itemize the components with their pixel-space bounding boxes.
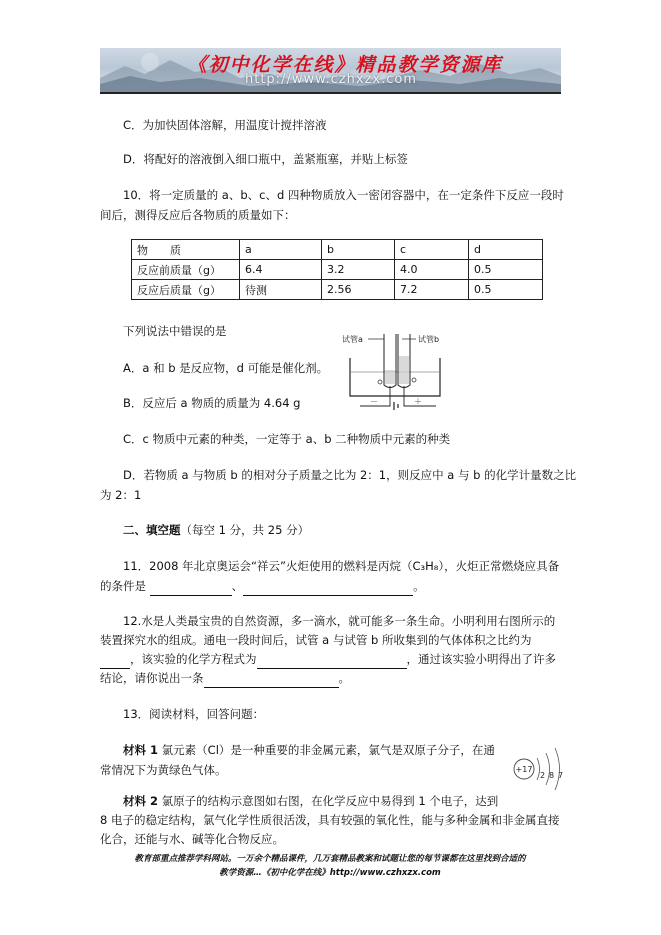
footer-line-1: 教育部重点推荐学科网站。一万余个精品课件，几万套精品教案和试题让您的每节课都在这里找到合适的 [134,854,526,864]
table-cell: 反应后质量（g） [132,280,240,300]
q12-blank-conclusion[interactable] [204,673,339,688]
q10-option-c: C．c 物质中元素的种类，一定等于 a、b 二种物质中元素的种类 [123,432,451,446]
banner-url[interactable]: http://www.czhxzx.com [245,72,417,87]
table-cell: 待测 [240,280,322,300]
table-cell: b [322,240,395,260]
table-cell: 物 质 [132,240,240,260]
section-2-heading [123,520,309,540]
q9-option-d: D．将配好的溶液倒入细口瓶中，盖紧瓶塞，并贴上标签 [123,152,408,166]
footer-line-2[interactable]: 教学资源…《初中化学在线》http://www.czhxzx.com [219,868,441,878]
test-tube-b-label: 试管b [418,335,440,344]
q9-option-c: C．为加快固体溶解，用温度计搅拌溶液 [123,118,327,132]
table-row [132,260,543,280]
plus-sign: ＋ [414,397,422,406]
q12-blank-ratio[interactable] [100,654,130,669]
table-cell: 6.4 [240,260,322,280]
section-note: （每空 1 分，共 25 分） [180,523,310,537]
q11-blank-1[interactable] [150,581,232,596]
table-header-row [132,240,543,260]
material-2-label: 材料 2 [123,794,159,808]
shell-3-count: 7 [558,771,564,780]
q12-line3 [100,649,556,669]
q11-line2 [100,576,425,596]
test-tube-a-label: 试管a [342,335,363,344]
table-cell: 7.2 [395,280,469,300]
material-1-label: 材料 1 [123,743,159,757]
q12-line1: 12.水是人类最宝贵的自然资源，多一滴水，就可能多一条生命。小明利用右图所示的 [123,614,556,628]
q11-line1: 11．2008 年北京奥运会“祥云”火炬使用的燃料是丙烷（C₃H₈），火炬正常燃烧应具备 [123,559,560,573]
q13-material-2-line3: 化合，还能与水、碱等化合物反应。 [100,832,284,846]
table-cell: 0.5 [469,260,543,280]
q10-stem-line2: 间后，测得反应后各物质的质量如下： [100,208,296,222]
material-1-text: 氯元素（Cl）是一种重要的非金属元素，氯气是双原子分子，在通 [158,743,495,757]
mass-table [131,239,543,300]
q12-line4-text: 结论，请你说出一条 [100,671,204,685]
q12-line3-end: ，通过该实验小明得出了许多 [406,652,556,666]
q12-line3-mid: ，该实验的化学方程式为 [130,652,257,666]
shell-2-count: 8 [549,771,555,780]
q13-title: 13．阅读材料，回答问题： [123,707,265,721]
table-cell: 2.56 [322,280,395,300]
table-cell: c [395,240,469,260]
q13-material-2-line2: 8 电子的稳定结构，氯气化学性质很活泼，具有较强的氧化性，能与多种金属和非金属直接 [100,813,560,827]
table-cell: 反应前质量（g） [132,260,240,280]
q12-line4-end: 。 [338,671,350,685]
table-cell: 0.5 [469,280,543,300]
electrolysis-apparatus-figure [340,330,460,420]
q11-end: 。 [413,579,425,593]
q10-stem-line1: 10．将一定质量的 a、b、c、d 四种物质放入一密闭容器中，在一定条件下反应一段时 [123,188,564,202]
table-cell: d [469,240,543,260]
minus-sign: － [370,397,378,406]
q10-option-a: A．a 和 b 是反应物，d 可能是催化剂。 [123,361,329,375]
q13-material-1-line2: 常情况下为黄绿色气体。 [100,763,227,777]
q10-option-d-line1: D．若物质 a 与物质 b 的相对分子质量之比为 2：1，则反应中 a 与 b 的化学计量数之比 [123,468,577,482]
chlorine-atom-diagram [510,738,570,793]
header-rule [100,92,561,94]
q13-material-2-line1 [123,791,498,811]
q11-blank-2[interactable] [243,581,413,596]
q11-line2-text: 的条件是 [100,579,146,593]
shell-1-count: 2 [540,771,546,780]
table-cell: 3.2 [322,260,395,280]
q11-sep: 、 [231,579,244,593]
table-row [132,280,543,300]
table-cell: 4.0 [395,260,469,280]
material-2-text: 氯原子的结构示意图如右图，在化学反应中易得到 1 个电子，达到 [158,794,499,808]
q13-material-1-line1 [123,740,495,760]
nucleus-label: +17 [515,765,533,774]
table-cell: a [240,240,322,260]
q10-option-b: B．反应后 a 物质的质量为 4.64 g [123,396,301,410]
section-title: 二、填空题 [123,523,181,537]
q12-blank-equation[interactable] [257,654,407,669]
q10-option-d-line2: 为 2：1 [100,488,142,502]
q12-line2: 装置探究水的组成。通电一段时间后，试管 a 与试管 b 所收集到的气体体积之比约为 [100,633,532,647]
q10-prompt: 下列说法中错误的是 [123,324,227,338]
q12-line4 [100,668,350,688]
banner-title: 《初中化学在线》精品教学资源库 [187,54,503,76]
